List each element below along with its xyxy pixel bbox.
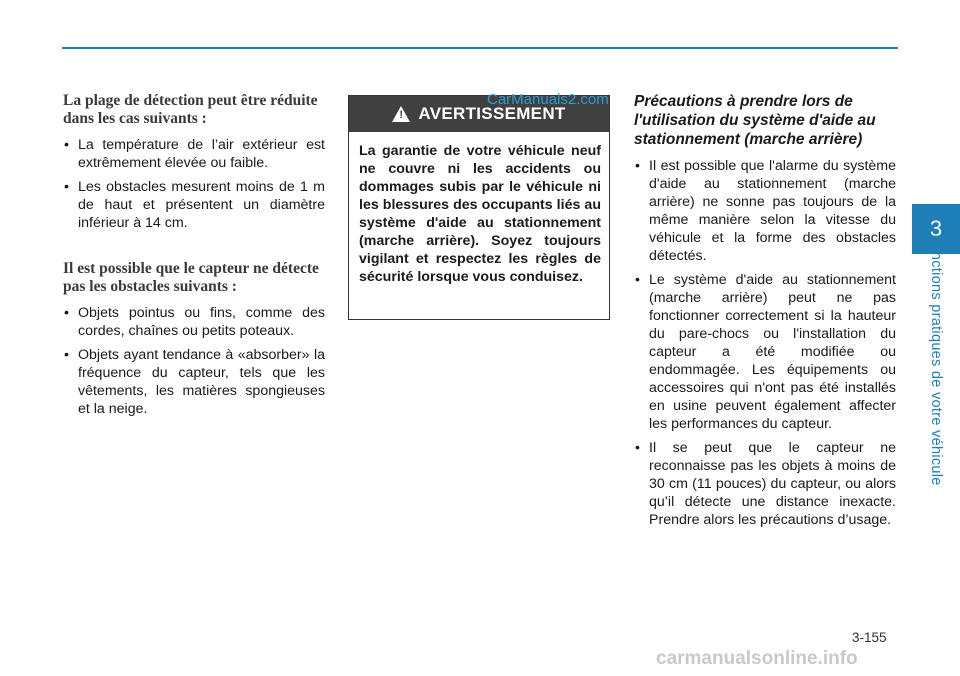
- list-item: • Objets ayant tendance à «absorber» la fréquence du capteur, tels que les vêtements, les matières spongieuses et la neige.: [63, 346, 325, 418]
- warning-title: AVERTISSEMENT: [418, 104, 566, 123]
- list-item: • Le système d'aide au stationnement (marche arrière) peut ne pas fonctionner correctement si la hauteur du pare-chocs ou l'installation du capteur a été modifiée ou endommagée. Les équipements ou accessoires qui n'ont pas été installés en usine peuvent également affecter les performances du capteur.: [634, 271, 896, 433]
- top-rule: [62, 47, 898, 49]
- right-column: [634, 92, 896, 535]
- list-item: • La température de l’air extérieur est extrêmement élevée ou faible.: [63, 136, 325, 172]
- undetected-obstacles-heading: Il est possible que le capteur ne détecte pas les obstacles suivants :: [63, 260, 319, 295]
- list-item: • Les obstacles mesurent moins de 1 m de haut et présentent un diamètre inférieur à 14 cm.: [63, 178, 325, 232]
- warning-box: [348, 95, 610, 320]
- precautions-heading: Précautions à prendre lors de l'utilisation du système d'aide au stationnement (marche arrière): [634, 93, 876, 148]
- left-column: [63, 92, 325, 424]
- warning-body: La garantie de votre véhicule neuf ne couvre ni les accidents ou dommages subis par le véhicule ni les blessures des occupants liés au système d'aide au stationnement (marche arrière). Soyez toujours vigilant et respectez les règles de sécurité lorsque vous conduisez.: [359, 143, 601, 285]
- precautions-list: [634, 157, 896, 529]
- page-number: 3-155: [852, 630, 887, 645]
- list-item: • Il est possible que l'alarme du système d'aide au stationnement (marche arrière) ne sonne pas toujours de la même manière selon la vitesse du véhicule et la forme des obstacles détectés.: [634, 157, 896, 265]
- warning-triangle-icon: [392, 106, 410, 122]
- watermark-top: CarManuals2.com: [487, 91, 609, 108]
- detection-range-heading: La plage de détection peut être réduite dans les cas suivants :: [63, 92, 318, 127]
- undetected-obstacles-list: [63, 304, 325, 418]
- chapter-label: Fonctions pratiques de votre véhicule: [928, 234, 944, 486]
- list-item: • Objets pointus ou fins, comme des cordes, chaînes ou petits poteaux.: [63, 304, 325, 340]
- detection-range-list: [63, 136, 325, 232]
- watermark-bottom: carmanualsonline.info: [656, 648, 858, 669]
- list-item: • Il se peut que le capteur ne reconnaisse pas les objets à moins de 30 cm (11 pouces) du capteur, ou alors qu’il détecte une distance inexacte. Prendre alors les précautions d’usage.: [634, 439, 896, 529]
- chapter-number: 3: [929, 216, 943, 241]
